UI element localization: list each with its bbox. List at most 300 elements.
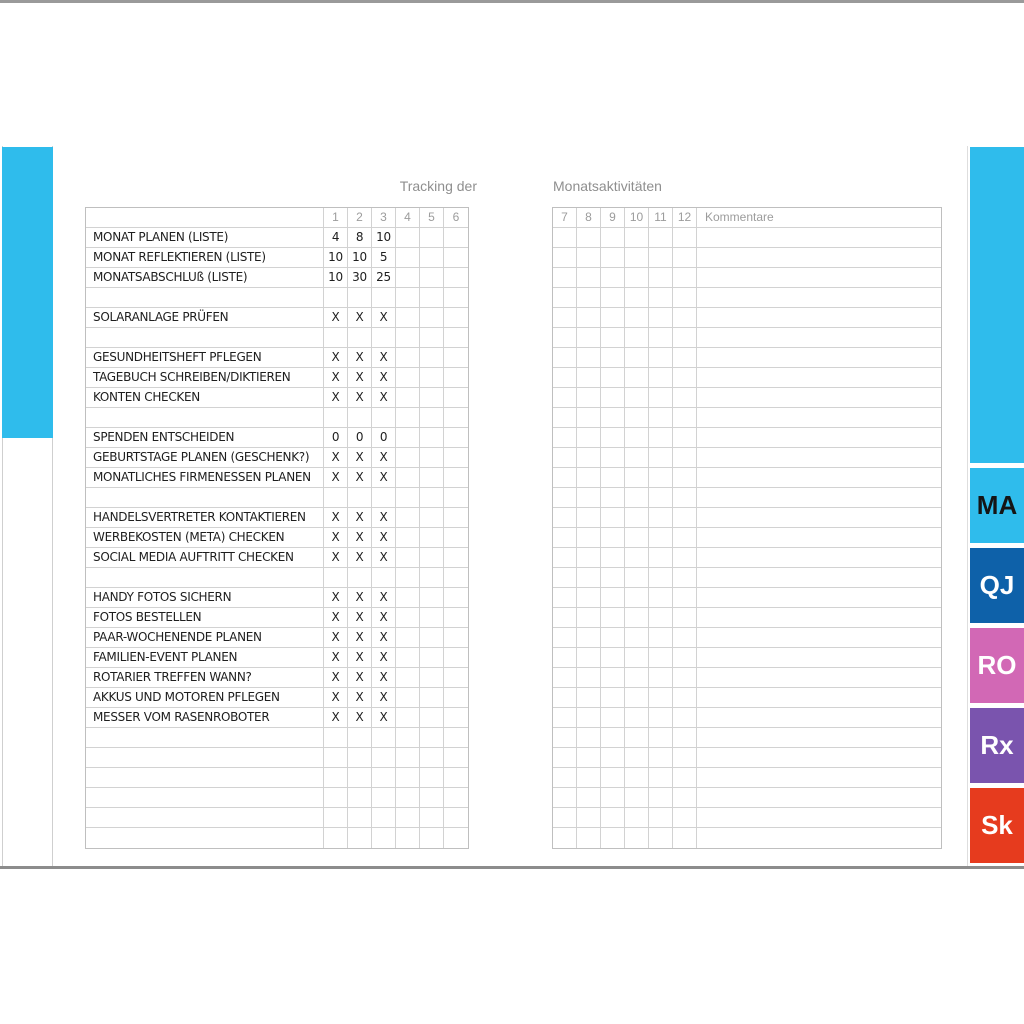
tracking-mark-cell [444, 308, 468, 327]
task-label [86, 408, 324, 427]
month-cell [649, 328, 673, 347]
bookmark-tab-ma[interactable]: MA [970, 468, 1024, 543]
page-top-edge [0, 0, 1024, 3]
month-cell [577, 528, 601, 547]
month-cell [601, 468, 625, 487]
comment-cell [697, 788, 941, 807]
tracking-mark-cell [444, 728, 468, 747]
tracking-mark-cell: X [372, 348, 396, 367]
tracking-mark-cell [444, 408, 468, 427]
tracking-mark-cell [444, 588, 468, 607]
tracking-mark-cell [396, 288, 420, 307]
month-col-header: 1 [324, 208, 348, 227]
tracking-mark-cell: X [348, 628, 372, 647]
tracking-table-right [552, 207, 942, 849]
tracking-mark-cell [396, 568, 420, 587]
month-cell [577, 328, 601, 347]
tracking-mark-cell [420, 588, 444, 607]
month-cell [553, 368, 577, 387]
comment-cell [697, 568, 941, 587]
month-cell [601, 588, 625, 607]
month-col-header: 9 [601, 208, 625, 227]
month-cell [649, 468, 673, 487]
tracking-mark-cell [420, 388, 444, 407]
tracking-mark-cell [396, 588, 420, 607]
tracking-mark-cell [420, 568, 444, 587]
month-cell [601, 448, 625, 467]
tracking-mark-cell [420, 668, 444, 687]
tracking-mark-cell [372, 288, 396, 307]
tracking-mark-cell [372, 488, 396, 507]
page-title-right: Monatsaktivitäten [553, 178, 662, 194]
month-cell [601, 388, 625, 407]
month-cell [553, 408, 577, 427]
month-cell [625, 288, 649, 307]
empty-row [553, 328, 941, 348]
month-cell [673, 628, 697, 647]
empty-row [553, 708, 941, 728]
tracking-mark-cell [420, 268, 444, 287]
tracking-mark-cell [396, 448, 420, 467]
tracking-mark-cell [420, 748, 444, 767]
month-cell [553, 308, 577, 327]
month-cell [577, 508, 601, 527]
task-row [86, 388, 468, 408]
month-cell [577, 488, 601, 507]
empty-row [553, 748, 941, 768]
tracking-mark-cell [444, 568, 468, 587]
empty-row [553, 288, 941, 308]
month-cell [673, 428, 697, 447]
right-top-tab-block[interactable] [970, 147, 1024, 463]
month-col-header: 3 [372, 208, 396, 227]
month-cell [553, 748, 577, 767]
tracking-mark-cell [372, 748, 396, 767]
comment-cell [697, 228, 941, 247]
month-cell [649, 548, 673, 567]
comment-cell [697, 688, 941, 707]
task-row [86, 528, 468, 548]
tracking-mark-cell: 4 [324, 228, 348, 247]
tracking-mark-cell: X [372, 468, 396, 487]
task-label [86, 568, 324, 587]
tracking-mark-cell [420, 528, 444, 547]
month-cell [673, 588, 697, 607]
month-cell [649, 428, 673, 447]
month-cell [601, 668, 625, 687]
tracking-mark-cell: 10 [324, 268, 348, 287]
tracking-mark-cell: X [372, 448, 396, 467]
month-cell [601, 328, 625, 347]
month-cell [553, 828, 577, 848]
tracking-mark-cell: X [372, 648, 396, 667]
tracking-mark-cell [396, 768, 420, 787]
empty-row [553, 768, 941, 788]
tracking-mark-cell: X [372, 368, 396, 387]
tracking-mark-cell [372, 328, 396, 347]
month-cell [673, 408, 697, 427]
empty-row [553, 548, 941, 568]
month-cell [673, 388, 697, 407]
month-cell [673, 368, 697, 387]
comment-cell [697, 468, 941, 487]
tracking-mark-cell [348, 788, 372, 807]
comment-cell [697, 668, 941, 687]
comment-cell [697, 408, 941, 427]
task-row [86, 768, 468, 788]
month-cell [577, 348, 601, 367]
tracking-mark-cell [444, 828, 468, 848]
tracking-mark-cell [396, 708, 420, 727]
month-cell [673, 648, 697, 667]
month-cell [673, 788, 697, 807]
month-cell [577, 628, 601, 647]
tracking-mark-cell: X [348, 348, 372, 367]
bookmark-tab-rx[interactable]: Rx [970, 708, 1024, 783]
tracking-mark-cell [396, 488, 420, 507]
task-row [86, 468, 468, 488]
bookmark-tab-qj[interactable]: QJ [970, 548, 1024, 623]
task-label: ROTARIER TREFFEN WANN? [86, 668, 324, 687]
month-cell [553, 808, 577, 827]
month-cell [673, 228, 697, 247]
month-cell [601, 648, 625, 667]
tracking-mark-cell [324, 808, 348, 827]
tracking-mark-cell [348, 328, 372, 347]
month-cell [625, 668, 649, 687]
month-cell [577, 808, 601, 827]
month-cell [625, 248, 649, 267]
empty-row [553, 248, 941, 268]
tracking-mark-cell [444, 688, 468, 707]
task-row [86, 228, 468, 248]
month-cell [649, 568, 673, 587]
tracking-mark-cell: X [348, 548, 372, 567]
tracking-mark-cell [444, 388, 468, 407]
task-label [86, 748, 324, 767]
tracking-mark-cell [444, 228, 468, 247]
tracking-mark-cell [396, 508, 420, 527]
month-cell [601, 628, 625, 647]
task-row [86, 608, 468, 628]
comment-cell [697, 248, 941, 267]
month-cell [601, 748, 625, 767]
tracking-mark-cell: X [372, 608, 396, 627]
tracking-mark-cell: 10 [372, 228, 396, 247]
tracking-mark-cell: X [372, 688, 396, 707]
month-cell [625, 728, 649, 747]
tracking-mark-cell [396, 348, 420, 367]
task-row [86, 568, 468, 588]
month-cell [649, 288, 673, 307]
tracking-mark-cell [420, 448, 444, 467]
tracking-mark-cell [444, 748, 468, 767]
tracking-mark-cell: X [324, 628, 348, 647]
tracking-mark-cell [420, 428, 444, 447]
tracking-mark-cell [396, 428, 420, 447]
task-row [86, 628, 468, 648]
tracking-mark-cell [444, 768, 468, 787]
tracking-mark-cell [420, 828, 444, 848]
month-cell [649, 628, 673, 647]
task-row [86, 408, 468, 428]
tracking-mark-cell: X [372, 708, 396, 727]
month-cell [577, 588, 601, 607]
month-cell [625, 528, 649, 547]
empty-row [553, 448, 941, 468]
empty-row [553, 468, 941, 488]
page-title-left: Tracking der [399, 178, 477, 194]
empty-row [553, 228, 941, 248]
task-row [86, 668, 468, 688]
tracking-mark-cell: X [324, 508, 348, 527]
month-cell [625, 448, 649, 467]
task-label: SOLARANLAGE PRÜFEN [86, 308, 324, 327]
tracking-mark-cell [372, 768, 396, 787]
tracking-mark-cell [396, 748, 420, 767]
month-cell [649, 748, 673, 767]
month-cell [673, 508, 697, 527]
month-cell [553, 248, 577, 267]
empty-row [553, 728, 941, 748]
month-cell [625, 388, 649, 407]
tracking-mark-cell: X [348, 608, 372, 627]
month-cell [625, 488, 649, 507]
task-label: SOCIAL MEDIA AUFTRITT CHECKEN [86, 548, 324, 567]
tracking-mark-cell [396, 608, 420, 627]
tracking-mark-cell: X [348, 688, 372, 707]
tracking-mark-cell: X [372, 668, 396, 687]
tracking-mark-cell [444, 288, 468, 307]
tracking-mark-cell: X [348, 508, 372, 527]
month-cell [673, 308, 697, 327]
left-spine-tab[interactable] [2, 147, 53, 438]
empty-row [553, 668, 941, 688]
month-cell [601, 768, 625, 787]
month-cell [577, 308, 601, 327]
comment-cell [697, 828, 941, 848]
month-cell [553, 648, 577, 667]
tracking-mark-cell [420, 348, 444, 367]
tracking-mark-cell [444, 508, 468, 527]
task-row [86, 708, 468, 728]
tracking-mark-cell: 25 [372, 268, 396, 287]
tracking-mark-cell: X [324, 708, 348, 727]
task-row [86, 828, 468, 848]
month-cell [601, 528, 625, 547]
tracking-mark-cell [396, 368, 420, 387]
empty-row [553, 608, 941, 628]
tracking-mark-cell [444, 468, 468, 487]
month-cell [673, 808, 697, 827]
tracking-mark-cell: X [324, 648, 348, 667]
month-cell [649, 308, 673, 327]
month-cell [577, 368, 601, 387]
month-cell [577, 228, 601, 247]
tracking-mark-cell [420, 328, 444, 347]
task-row [86, 588, 468, 608]
month-cell [625, 748, 649, 767]
month-cell [601, 308, 625, 327]
month-cell [553, 468, 577, 487]
header-label-cell [86, 208, 324, 227]
empty-row [553, 648, 941, 668]
month-cell [601, 728, 625, 747]
month-cell [577, 688, 601, 707]
month-cell [553, 788, 577, 807]
month-cell [649, 348, 673, 367]
empty-row [553, 428, 941, 448]
comment-cell [697, 348, 941, 367]
tracking-mark-cell [444, 628, 468, 647]
tracking-mark-cell [324, 488, 348, 507]
tracking-mark-cell [444, 788, 468, 807]
tracking-mark-cell [444, 448, 468, 467]
tracking-mark-cell [444, 648, 468, 667]
tracking-mark-cell [420, 628, 444, 647]
month-cell [625, 608, 649, 627]
tracking-mark-cell [348, 568, 372, 587]
tracking-mark-cell [420, 548, 444, 567]
empty-row [553, 788, 941, 808]
month-cell [553, 528, 577, 547]
tracking-mark-cell: 10 [348, 248, 372, 267]
empty-row [553, 568, 941, 588]
tracking-mark-cell: X [324, 348, 348, 367]
comment-cell [697, 528, 941, 547]
task-label: MONAT REFLEKTIEREN (LISTE) [86, 248, 324, 267]
month-cell [649, 268, 673, 287]
month-cell [649, 508, 673, 527]
month-cell [673, 728, 697, 747]
tracking-mark-cell [444, 548, 468, 567]
tracking-mark-cell: X [372, 508, 396, 527]
month-cell [601, 348, 625, 367]
tracking-mark-cell: X [372, 528, 396, 547]
month-cell [625, 308, 649, 327]
tracking-mark-cell [420, 468, 444, 487]
month-cell [577, 248, 601, 267]
comment-cell [697, 328, 941, 347]
month-cell [649, 228, 673, 247]
month-cell [625, 408, 649, 427]
task-row [86, 368, 468, 388]
empty-row [553, 408, 941, 428]
bookmark-tab-sk[interactable]: Sk [970, 788, 1024, 863]
month-cell [577, 728, 601, 747]
month-cell [649, 648, 673, 667]
month-cell [577, 708, 601, 727]
tracking-mark-cell [396, 408, 420, 427]
task-label: PAAR-WOCHENENDE PLANEN [86, 628, 324, 647]
month-cell [553, 388, 577, 407]
tracking-mark-cell: X [372, 388, 396, 407]
tracking-mark-cell [396, 528, 420, 547]
tracking-mark-cell: 30 [348, 268, 372, 287]
month-cell [601, 708, 625, 727]
month-cell [553, 588, 577, 607]
tracking-mark-cell [444, 368, 468, 387]
month-cell [553, 728, 577, 747]
tracking-mark-cell [420, 308, 444, 327]
month-cell [625, 328, 649, 347]
tracking-mark-cell [396, 728, 420, 747]
month-cell [601, 408, 625, 427]
bookmark-tab-ro[interactable]: RO [970, 628, 1024, 703]
month-cell [625, 588, 649, 607]
task-label: TAGEBUCH SCHREIBEN/DIKTIEREN [86, 368, 324, 387]
tracking-mark-cell [420, 508, 444, 527]
task-row [86, 688, 468, 708]
empty-row [553, 388, 941, 408]
comment-cell [697, 748, 941, 767]
task-label: MONATLICHES FIRMENESSEN PLANEN [86, 468, 324, 487]
task-row [86, 548, 468, 568]
comment-cell [697, 508, 941, 527]
tracking-mark-cell [348, 408, 372, 427]
task-label: FOTOS BESTELLEN [86, 608, 324, 627]
task-label [86, 808, 324, 827]
month-cell [649, 808, 673, 827]
tracking-mark-cell: X [348, 448, 372, 467]
tracking-mark-cell: X [348, 468, 372, 487]
tracking-mark-cell [396, 688, 420, 707]
comment-cell [697, 548, 941, 567]
month-cell [553, 428, 577, 447]
tracking-mark-cell [396, 468, 420, 487]
month-cell [553, 688, 577, 707]
month-cell [553, 768, 577, 787]
month-cell [577, 568, 601, 587]
month-cell [649, 448, 673, 467]
month-cell [577, 428, 601, 447]
tracking-mark-cell [420, 768, 444, 787]
month-cell [601, 568, 625, 587]
tracking-mark-cell: X [348, 708, 372, 727]
month-cell [553, 668, 577, 687]
tracking-mark-cell: X [324, 588, 348, 607]
tracking-mark-cell: 0 [324, 428, 348, 447]
task-row [86, 348, 468, 368]
month-cell [601, 828, 625, 848]
right-table-header-row [553, 208, 941, 228]
month-cell [601, 788, 625, 807]
month-cell [553, 608, 577, 627]
tracking-mark-cell [324, 828, 348, 848]
tracking-mark-cell [396, 268, 420, 287]
task-label [86, 328, 324, 347]
tracking-mark-cell [396, 788, 420, 807]
comment-cell [697, 708, 941, 727]
tracking-mark-cell: X [324, 668, 348, 687]
month-cell [649, 368, 673, 387]
tracking-mark-cell [420, 228, 444, 247]
month-cell [601, 608, 625, 627]
month-cell [649, 488, 673, 507]
tracking-mark-cell: X [324, 368, 348, 387]
month-cell [577, 388, 601, 407]
month-cell [601, 248, 625, 267]
tracking-mark-cell [348, 748, 372, 767]
month-cell [673, 288, 697, 307]
tracking-mark-cell [396, 388, 420, 407]
tracking-mark-cell [396, 648, 420, 667]
task-label [86, 788, 324, 807]
comment-cell [697, 308, 941, 327]
month-col-header: 5 [420, 208, 444, 227]
task-label: GEBURTSTAGE PLANEN (GESCHENK?) [86, 448, 324, 467]
empty-row [553, 628, 941, 648]
